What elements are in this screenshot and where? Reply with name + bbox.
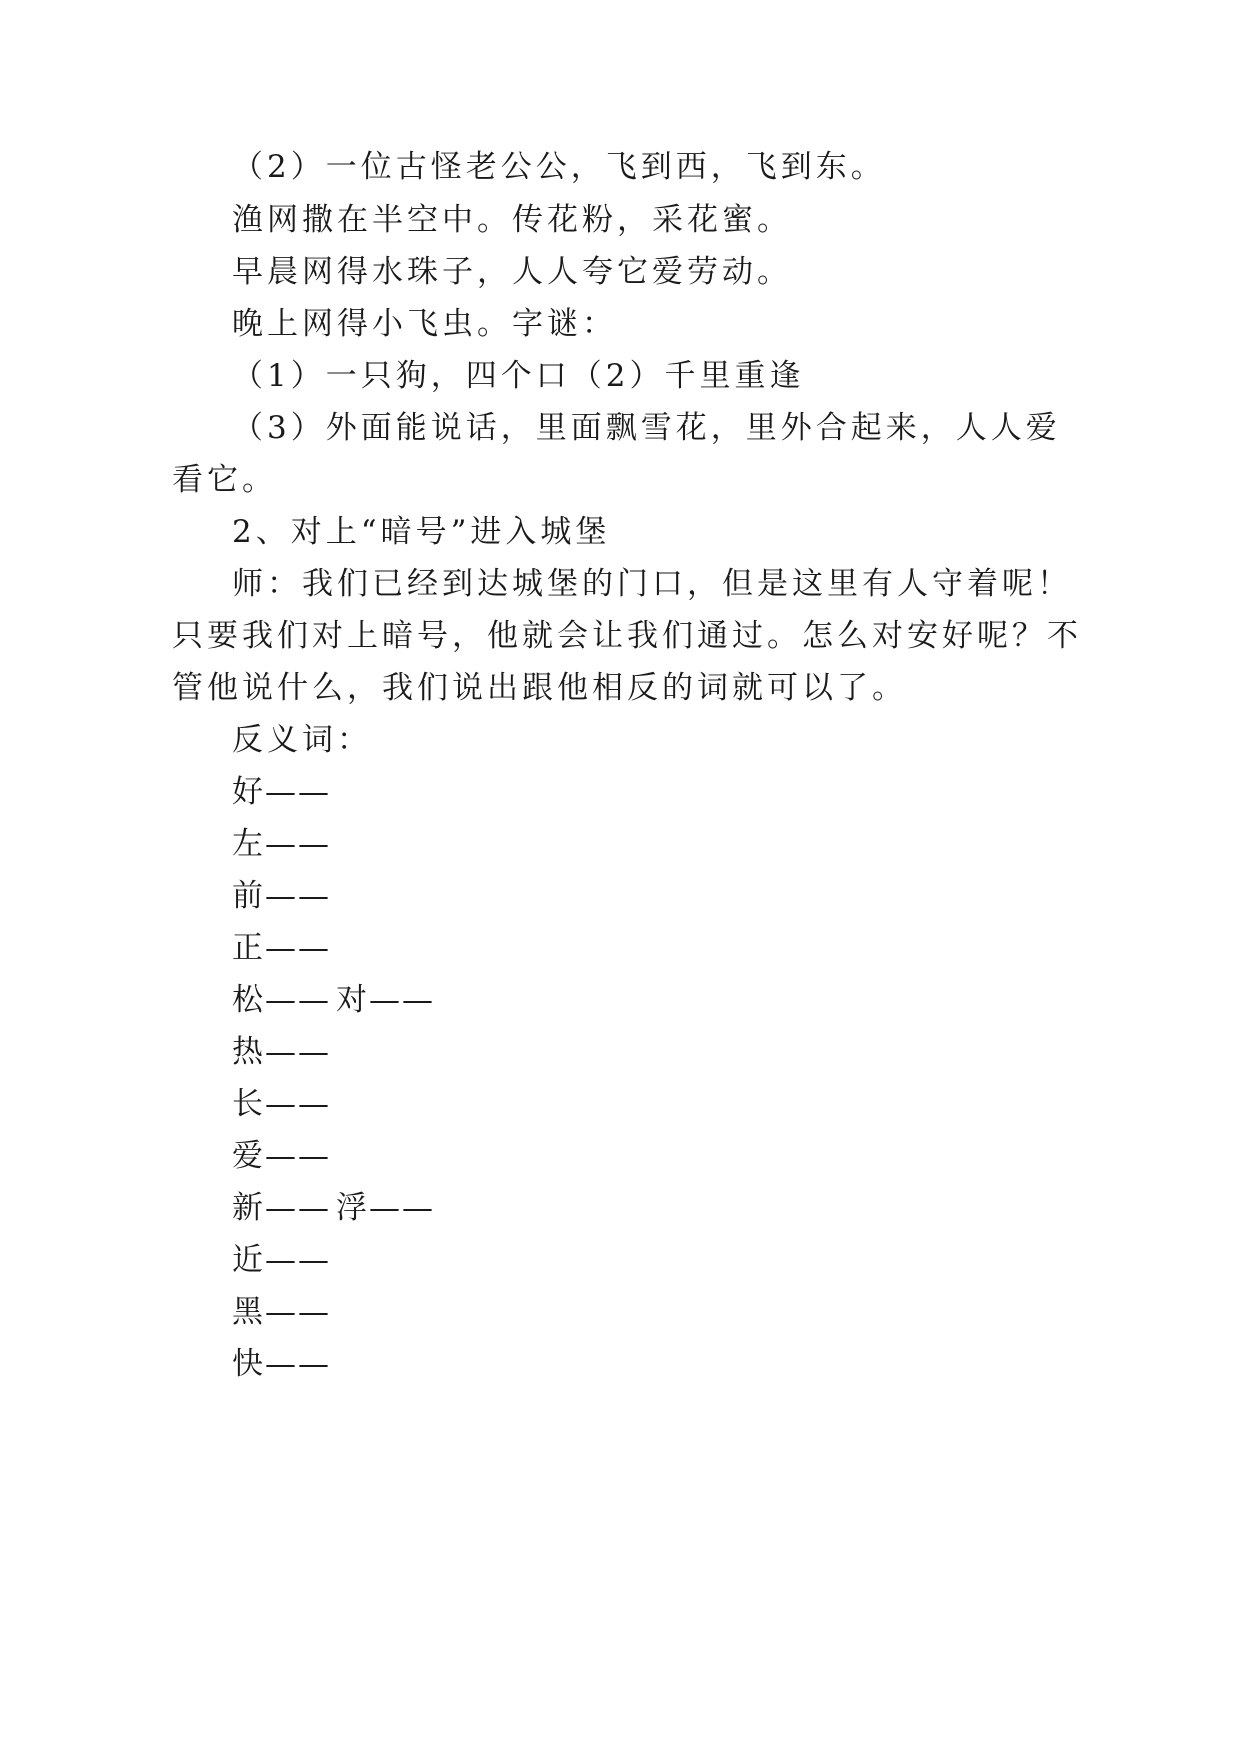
antonym-item: 近——: [232, 1242, 331, 1278]
antonym-item: 前——: [232, 878, 331, 914]
antonym-item: 热——: [232, 1034, 331, 1070]
antonym-item: 浮——: [336, 1190, 435, 1226]
antonym-item: 松——: [232, 982, 331, 1018]
teacher-line-3: 管他说什么，我们说出跟他相反的词就可以了。: [172, 670, 907, 706]
riddle-line-2: 渔网撒在半空中。传花粉，采花蜜。: [232, 202, 792, 238]
antonym-item: 黑——: [232, 1294, 331, 1330]
riddle-line-6b: 看它。: [172, 462, 277, 498]
teacher-line-1: 师：我们已经到达城堡的门口，但是这里有人守着呢！: [232, 566, 1072, 602]
teacher-line-2: 只要我们对上暗号，他就会让我们通过。怎么对安好呢？不: [172, 618, 1082, 654]
antonym-item: 对——: [336, 982, 435, 1018]
antonym-item: 好——: [232, 774, 331, 810]
antonym-label: 反义词：: [232, 722, 372, 758]
riddle-line-5: （1）一只狗，四个口（2）千里重逢: [232, 358, 805, 394]
antonym-item: 快——: [232, 1346, 331, 1382]
section-heading: 2、对上“暗号”进入城堡: [232, 514, 611, 550]
antonym-item: 新——: [232, 1190, 331, 1226]
riddle-line-1: （2）一位古怪老公公，飞到西，飞到东。: [232, 149, 886, 185]
antonym-item: 左——: [232, 826, 331, 862]
antonym-item: 爱——: [232, 1138, 331, 1174]
riddle-line-3: 早晨网得水珠子，人人夸它爱劳动。: [232, 254, 792, 290]
riddle-line-4: 晚上网得小飞虫。字谜：: [232, 306, 617, 342]
riddle-line-6a: （3）外面能说话，里面飘雪花，里外合起来，人人爱: [232, 410, 1061, 446]
antonym-item: 长——: [232, 1086, 331, 1122]
antonym-item: 正——: [232, 930, 331, 966]
